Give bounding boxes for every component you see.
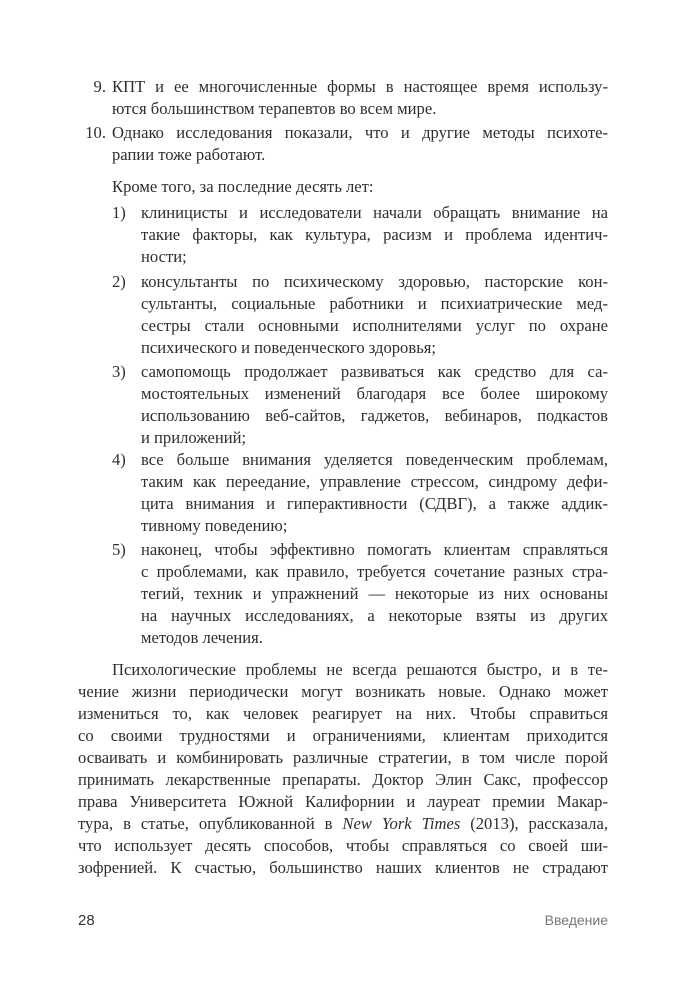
text-line: наконец, чтобы эффективно помогать клиентам справляться (141, 540, 608, 559)
text-line: цита внимания и гиперактивности (СДВГ), а также аддик- (141, 494, 608, 513)
text-line: принимать лекарственные препараты. Доктор Элин Сакс, профессор (78, 770, 608, 789)
text-line: Психологические проблемы не всегда решаются быстро, и в те- (112, 660, 608, 679)
text-line: такие факторы, как культура, расизм и проблема идентич- (141, 225, 608, 244)
running-footer-section: Введение (544, 912, 608, 928)
text-line: тегий, техник и упражнений — некоторые из них основаны (141, 584, 608, 603)
text-line: на научных исследованиях, а некоторые взяты из других (141, 606, 608, 625)
text-line: ются большинством терапевтов во всем мире. (112, 99, 437, 118)
sub-item-2 (112, 271, 608, 359)
text-line (78, 813, 608, 835)
text-line: осваивать и комбинировать различные стратегии, в том числе порой (78, 748, 608, 767)
text-line: клиницисты и исследователи начали обращать внимание на (141, 203, 608, 222)
body-paragraph (78, 659, 608, 879)
text-line: использованию веб-сайтов, гаджетов, вебинаров, подкастов (141, 406, 608, 425)
sub-item-1 (112, 202, 608, 268)
numbered-item-9 (78, 76, 608, 120)
intro-line: Кроме того, за последние десять лет: (112, 177, 374, 196)
text-line: все больше внимания уделяется поведенческим проблемам, (141, 450, 608, 469)
sub-item-number: 5) (112, 540, 126, 559)
sub-item-3 (112, 361, 608, 449)
item-number: 10. (85, 123, 106, 142)
text-line: с проблемами, как правило, требуется сочетание разных стра- (141, 562, 608, 581)
text-line: психического и поведенческого здоровья; (141, 338, 437, 357)
text-line: измениться то, как человек реагирует на них. Чтобы справиться (78, 704, 608, 723)
publication-title: New York Times (342, 814, 461, 833)
text-line: права Университета Южной Калифорнии и лауреат премии Макар- (78, 792, 608, 811)
text-line: зофренией. К счастью, большинство наших клиентов не страдают (78, 858, 608, 877)
text-line: Однако исследования показали, что и другие методы психоте- (112, 123, 608, 142)
page-number: 28 (78, 912, 95, 929)
numbered-item-10 (78, 122, 608, 166)
sub-item-number: 1) (112, 203, 126, 222)
sub-item-5 (112, 539, 608, 649)
text-line: мостоятельных изменений благодаря все более широкому (141, 384, 608, 403)
text-line: и приложений; (141, 428, 247, 447)
text-run: тура, в статье, опубликованной в (78, 814, 343, 833)
text-line: методов лечения. (141, 628, 263, 647)
sub-item-4 (112, 449, 608, 537)
text-run: (2013), рассказала, (460, 814, 608, 833)
text-line: сестры стали основными исполнителями услуг по охране (141, 316, 608, 335)
text-line: тивному поведению; (141, 516, 288, 535)
text-line: рапии тоже работают. (112, 145, 266, 164)
sub-item-number: 4) (112, 450, 126, 469)
text-line: КПТ и ее многочисленные формы в настоящее время использу- (112, 77, 608, 96)
text-line: сультанты, социальные работники и психиатрические мед- (141, 294, 608, 313)
text-line: консультанты по психическому здоровью, пасторские кон- (141, 272, 608, 291)
text-line: ности; (141, 247, 187, 266)
text-line: самопомощь продолжает развиваться как средство для са- (141, 362, 608, 381)
text-line: со своими трудностями и ограничениями, клиентам приходится (78, 726, 608, 745)
text-line: чение жизни периодически могут возникать новые. Однако может (78, 682, 608, 701)
item-number: 9. (93, 77, 106, 96)
sub-item-number: 3) (112, 362, 126, 381)
sub-item-number: 2) (112, 272, 126, 291)
text-line: таким как переедание, управление стрессом, синдрому дефи- (141, 472, 608, 491)
text-line: что использует десять способов, чтобы справляться со своей ши- (78, 836, 608, 855)
